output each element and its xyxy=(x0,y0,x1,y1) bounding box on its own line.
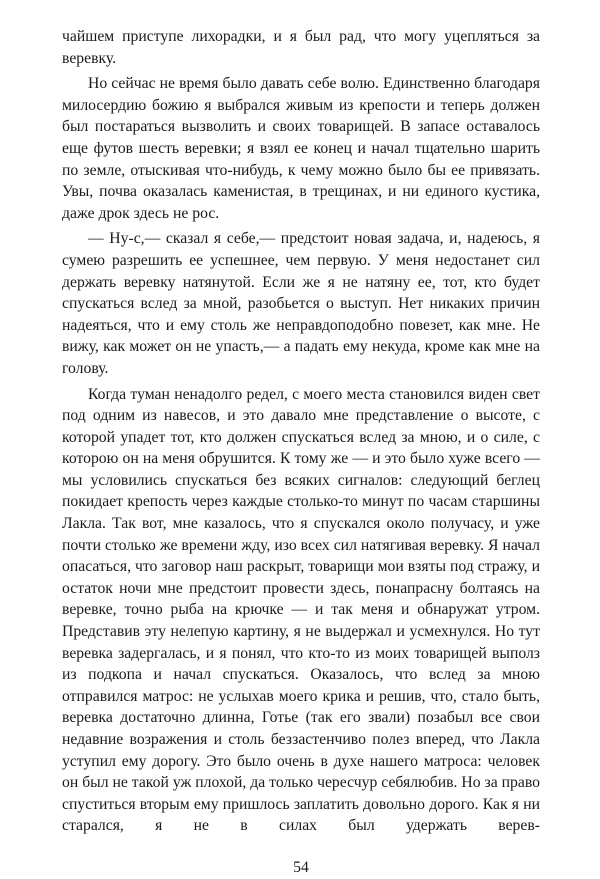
page-number: 54 xyxy=(293,859,309,876)
paragraph-1: чайшем приступе лихорадки, и я был рад, что могу уцепляться за веревку. xyxy=(62,28,540,67)
paragraph-4: Когда туман ненадолго редел, с моего места становился виден свет под одним из навесов, и это давало мне представление о высоте, с которой упадет тот, кто должен спускаться вслед за мною, и о силе, с которою он на меня обрушится. К тому же — и это было хуже всего — мы условились спускаться без всяких сигналов: следующий беглец покидает крепость через каждые столько-то минут по часам старшины Лакла. Так вот, мне казалось, что я спускался около получасу, и уже почти столько же времени жду, изо всех сил натягивая веревку. Я начал опасаться, что заговор наш раскрыт, товарищи мои взяты под стражу, и остаток ночи мне предстоит провести здесь, понапрасну болтаясь на веревке, точно рыба на крючке — и так меня и обнаружат утром. Представив эту нелепую картину, я не выдержал и усмехнулся. Но тут веревка задергалась, и я понял, что кто-то из моих товарищей выполз из подкопа и начал спускаться. Оказалось, что вслед за мною отправился матрос: не услыхав моего крика и решив, что, стало быть, веревка достаточно длинна, Готье (так его звали) позабыл все свои недавние возражения и столь беззастенчиво полез вперед, что Лакла уступил ему дорогу. Это было очень в духе нашего матроса: человек он был не такой уж плохой, да только чересчур себялюбив. Но за право спуститься вторым ему пришлось заплатить довольно дорого. Как я ни старался, я не в силах был удержать верев- xyxy=(62,385,540,835)
book-page xyxy=(62,26,540,876)
paragraph-3: — Ну-с,— сказал я себе,— предстоит новая задача, и, надеюсь, я сумею разрешить ее успешнее, чем первую. У меня недостанет сил держать веревку натянутой. Если же я не натяну ее, тот, кто будет спускаться вслед за мной, разобьется о выступ. Нет никаких причин надеяться, что и ему столь же неправдоподобно повезет, как мне. Не вижу, как может он не упасть,— а падать ему некуда, кроме как мне на голову. xyxy=(62,230,540,377)
paragraph-2: Но сейчас не время было давать себе волю. Единственно благодаря милосердию божию я выбрался живым из крепости и теперь должен был постараться вызволить и своих товарищей. В запасе оставалось еще футов шесть веревки; я взял ее конец и начал тщательно шарить по земле, отыскивая что-нибудь, к чему можно было бы ее привязать. Увы, почва оказалась каменистая, в трещинах, и ни единого кустика, даже дрок здесь не рос. xyxy=(62,75,540,222)
